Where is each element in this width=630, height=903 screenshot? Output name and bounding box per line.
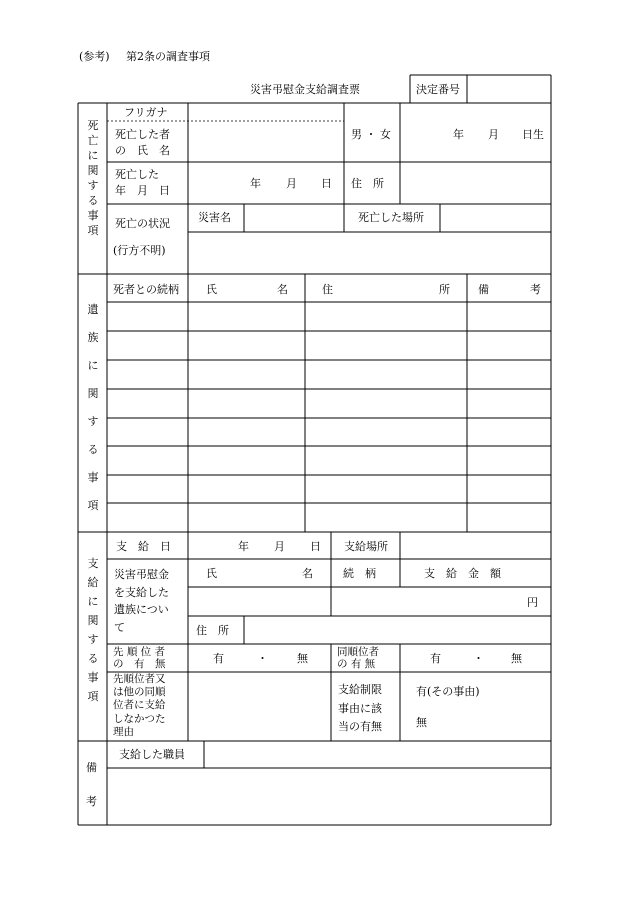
restriction-no-option[interactable]: 無 — [416, 716, 427, 729]
yen-unit: 円 — [527, 596, 538, 609]
form-title: 災害弔慰金支給調査票 — [250, 83, 360, 96]
death-situation-field[interactable] — [189, 233, 550, 273]
furigana-field[interactable] — [189, 104, 343, 120]
address-label: 住 所 — [351, 177, 384, 190]
disaster-name-label: 災害名 — [198, 211, 231, 224]
name-header-1: 氏 — [206, 283, 217, 296]
death-place-label: 死亡した場所 — [358, 211, 424, 224]
death-situation-label: 死亡の状況 — [115, 217, 170, 230]
death-month-unit: 月 — [286, 177, 297, 190]
reason-label: 先順位者又 は他の同順 位者に支給 しなかつた 理由 — [113, 673, 166, 738]
deceased-name-label-2: の 氏 名 — [115, 144, 170, 157]
reference-label: (参考) — [79, 50, 110, 63]
same-no-option[interactable]: 無 — [511, 652, 522, 665]
address-header-2: 所 — [439, 283, 450, 296]
recipient-label: 災害弔慰金 を支給した 遺族につい て — [114, 568, 169, 634]
recipient-name-label-1: 氏 — [206, 567, 217, 580]
prior-rank-label: 先 順 位 者 の 有 無 — [113, 646, 166, 670]
recipient-address-field[interactable] — [245, 617, 550, 643]
survivors-section-label: 遺 族 に 関 す る 事 項 — [87, 303, 99, 512]
staff-field[interactable] — [205, 742, 550, 767]
name-header-2: 名 — [277, 283, 288, 296]
birth-year-unit: 年 — [453, 128, 464, 141]
birth-month-unit: 月 — [488, 128, 499, 141]
decision-number-label: 決定番号 — [416, 83, 460, 96]
remarks-header-1: 備 — [478, 283, 489, 296]
deceased-name-label-1: 死亡した者 — [115, 128, 170, 141]
staff-label: 支給した職員 — [119, 748, 185, 761]
decision-number-field[interactable] — [468, 76, 550, 102]
gender-select[interactable]: 男 ・ 女 — [351, 128, 391, 141]
death-date-label-2: 年 月 日 — [115, 184, 170, 197]
same-yes-option[interactable]: 有 — [430, 652, 441, 665]
payment-section-label: 支 給 に 関 す る 事 項 — [87, 557, 99, 703]
recipient-address-label: 住 所 — [196, 624, 229, 637]
payment-date-label: 支 給 日 — [116, 540, 171, 553]
furigana-label: フリガナ — [124, 106, 168, 119]
payment-place-label: 支給場所 — [344, 540, 388, 553]
death-date-label-1: 死亡した — [115, 168, 159, 181]
recipient-name-label-2: 名 — [302, 567, 313, 580]
death-day-unit: 日 — [321, 177, 332, 190]
missing-label: (行方不明) — [113, 244, 166, 257]
recipient-name-field[interactable] — [189, 588, 330, 615]
death-section-label: 死 亡 に 関 す る 事 項 — [87, 119, 99, 237]
birth-day-unit: 日生 — [522, 128, 544, 141]
deceased-name-field[interactable] — [189, 122, 343, 161]
same-rank-label: 同順位者 の 有 無 — [337, 646, 379, 670]
death-year-unit: 年 — [250, 177, 261, 190]
remarks-section-label-2: 考 — [86, 795, 97, 808]
amount-label: 支 給 金 額 — [424, 567, 501, 580]
same-separator: ・ — [473, 652, 484, 665]
prior-no-option[interactable]: 無 — [297, 652, 308, 665]
reason-field[interactable] — [189, 673, 330, 740]
recipient-relation-field[interactable] — [332, 588, 399, 615]
restriction-label: 支給制限 事由に該 当の有無 — [338, 683, 382, 733]
prior-separator: ・ — [257, 652, 268, 665]
recipient-relation-label: 続 柄 — [343, 567, 376, 580]
payment-place-field[interactable] — [401, 533, 550, 558]
death-place-field[interactable] — [441, 205, 550, 231]
prior-yes-option[interactable]: 有 — [213, 652, 224, 665]
relation-header: 死者との続柄 — [113, 283, 179, 296]
payment-month-unit: 月 — [274, 540, 285, 553]
disaster-name-field[interactable] — [245, 205, 343, 231]
remarks-field[interactable] — [108, 769, 550, 824]
page-title: 第2条の調査事項 — [126, 50, 210, 63]
remarks-section-label-1: 備 — [86, 761, 97, 774]
restriction-yes-option[interactable]: 有(その事由) — [416, 685, 480, 698]
payment-day-unit: 日 — [310, 540, 321, 553]
address-header-1: 住 — [322, 283, 333, 296]
address-field[interactable] — [401, 163, 550, 203]
remarks-header-2: 考 — [530, 283, 541, 296]
payment-year-unit: 年 — [238, 540, 249, 553]
